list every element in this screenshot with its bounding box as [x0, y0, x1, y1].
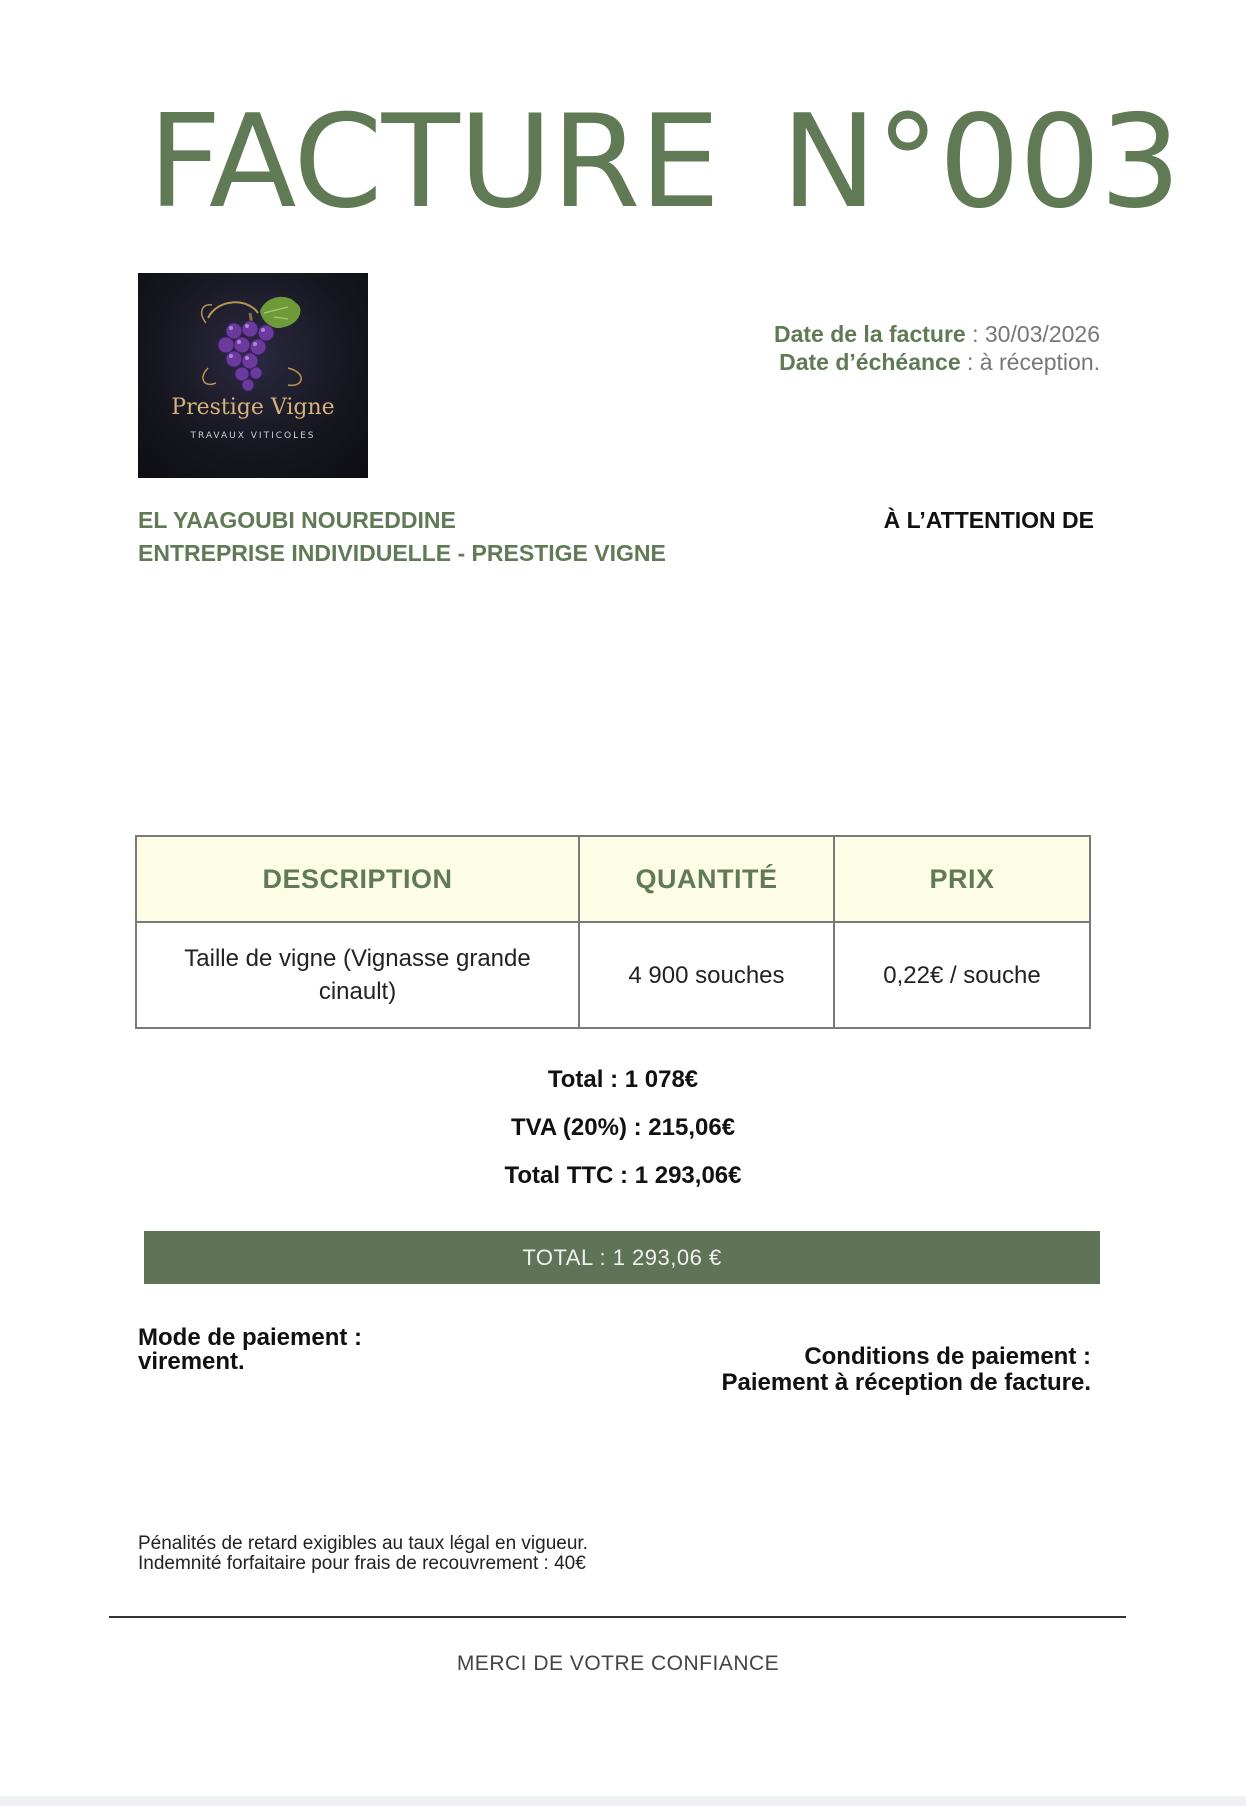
footer-thanks: MERCI DE VOTRE CONFIANCE — [456, 1652, 780, 1675]
row-description: Taille de vigne (Vignasse grande cinault) — [136, 922, 579, 1028]
payment-conditions-value: Paiement à réception de facture. — [721, 1369, 1091, 1396]
logo-name: Prestige Vigne — [171, 395, 335, 420]
sender-name: EL YAAGOUBI NOUREDDINE — [138, 507, 456, 533]
invoice-title: FACTURE N°003 — [148, 88, 1180, 237]
row-price: 0,22€ / souche — [834, 922, 1090, 1028]
due-date-value: : à réception. — [960, 349, 1100, 375]
payment-conditions-label: Conditions de paiement : — [804, 1343, 1091, 1370]
header-description: DESCRIPTION — [136, 836, 579, 922]
legal-line-indemnity: Indemnité forfaitaire pour frais de recouvrement : 40€ — [138, 1553, 586, 1574]
total-ht: Total : 1 078€ — [547, 1066, 699, 1093]
grand-total-bar: TOTAL : 1 293,06 € — [144, 1231, 1100, 1284]
row-quantity: 4 900 souches — [579, 922, 834, 1028]
sender-block — [138, 504, 666, 570]
payment-mode-label: Mode de paiement : — [138, 1324, 363, 1351]
payment-conditions — [722, 1344, 1091, 1396]
total-tva: TVA (20%) : 215,06€ — [510, 1114, 736, 1141]
header-price: PRIX — [834, 836, 1090, 922]
legal-notice — [138, 1534, 588, 1574]
total-ttc: Total TTC : 1 293,06€ — [504, 1162, 742, 1189]
grape-bunch-icon — [138, 273, 368, 403]
footer-divider — [109, 1616, 1126, 1618]
table-header-row — [136, 836, 1090, 922]
company-logo — [138, 273, 368, 478]
legal-line-penalties: Pénalités de retard exigibles au taux légal en vigueur. — [138, 1533, 588, 1554]
invoice-date-value: : 30/03/2026 — [965, 321, 1100, 347]
invoice-dates — [774, 320, 1100, 376]
table-row — [136, 922, 1090, 1028]
invoice-date-line — [774, 320, 1100, 348]
invoice-date-label: Date de la facture — [773, 321, 966, 347]
recipient-heading: À L’ATTENTION DE — [883, 507, 1094, 533]
due-date-label: Date d’échéance — [779, 349, 961, 375]
page-bottom-edge — [0, 1796, 1246, 1806]
header-quantity: QUANTITÉ — [579, 836, 834, 922]
due-date-line — [774, 348, 1100, 376]
logo-subtitle: TRAVAUX VITICOLES — [190, 431, 316, 441]
payment-mode — [138, 1326, 362, 1374]
sender-company: ENTREPRISE INDIVIDUELLE - PRESTIGE VIGNE — [138, 540, 666, 566]
invoice-items-table — [135, 835, 1091, 1029]
payment-mode-value: virement. — [138, 1348, 245, 1375]
